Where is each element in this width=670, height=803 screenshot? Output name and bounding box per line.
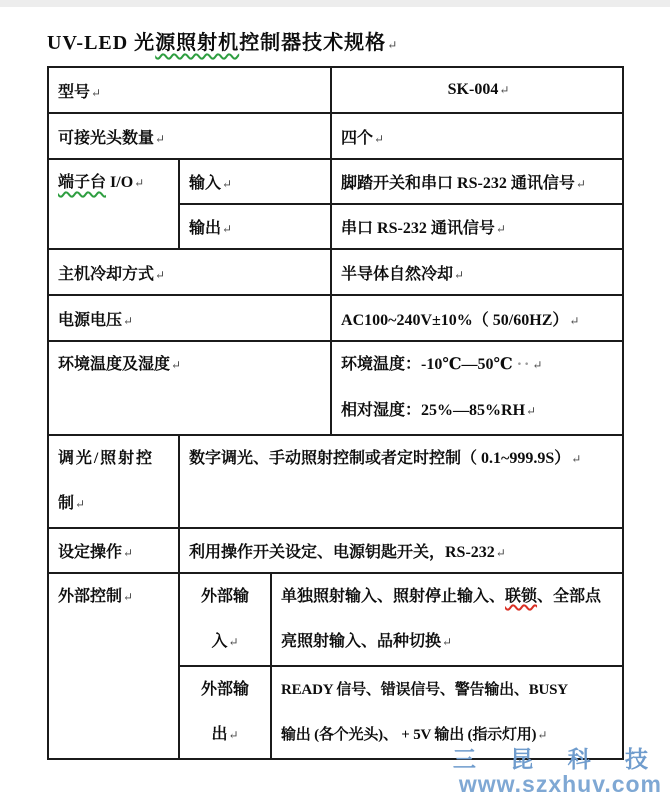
table-row: [48, 295, 623, 341]
external-output-text1: READY 信号、错误信号、警告输出、BUSY: [281, 681, 568, 698]
cell-setting-value: [179, 528, 623, 573]
paragraph-mark: ↵: [155, 131, 166, 146]
terminal-label-rest: I/O: [106, 174, 134, 191]
external-input-spellcheck-word: 联锁: [505, 588, 538, 605]
heads-label: 可接光头数量: [58, 129, 155, 147]
external-input-label: 外部输入: [200, 588, 249, 650]
table-row: [48, 435, 623, 528]
paragraph-mark: ↵: [123, 313, 134, 328]
spec-table: [47, 66, 624, 760]
table-row: [48, 159, 623, 204]
paragraph-mark: ↵: [537, 727, 548, 742]
paragraph-mark: ↵: [228, 728, 239, 742]
cell-external-label: [48, 573, 179, 759]
cell-heads-value: [331, 113, 623, 159]
table-row: [48, 249, 623, 295]
terminal-input-value: 脚踏开关和串口 RS-232 通讯信号: [341, 175, 575, 192]
cell-power-value: [331, 295, 623, 341]
cell-cooling-value: [331, 249, 623, 295]
cell-external-output-label: [179, 666, 271, 759]
title-post: 控制器技术规格: [239, 32, 387, 54]
terminal-output-label: 输出: [189, 220, 222, 237]
external-output-label: 外部输出: [200, 681, 249, 743]
paragraph-mark: ↵: [123, 546, 134, 560]
title-pre: UV-LED 光: [47, 32, 156, 54]
cell-terminal-input-label: [179, 159, 331, 204]
watermark-company: 三 昆 科 技: [452, 746, 662, 772]
table-row: [48, 67, 623, 113]
watermark: [402, 746, 662, 796]
paragraph-mark: ↵: [571, 452, 582, 466]
paragraph-mark: ↵: [155, 267, 166, 282]
watermark-website: www.szxhuv.com: [458, 771, 662, 797]
paragraph-mark: ↵: [228, 635, 239, 649]
scan-artifact-strip: [0, 0, 670, 7]
paragraph-mark: ↵: [75, 497, 86, 511]
paragraph-mark: ↵: [222, 177, 233, 191]
paragraph-mark: ↵: [526, 404, 537, 418]
paragraph-mark: ↵: [495, 546, 506, 560]
cooling-label: 主机冷却方式: [58, 265, 155, 283]
cell-external-input-value: [271, 573, 623, 666]
environment-humidity-line: [341, 388, 616, 434]
power-label: 电源电压: [58, 311, 123, 329]
cell-external-input-label: [179, 573, 271, 666]
cell-power-label: [48, 295, 331, 341]
model-value: SK-004: [447, 81, 499, 98]
cell-heads-label: [48, 113, 331, 159]
page-title: [47, 26, 607, 55]
paragraph-mark: ↵: [499, 83, 510, 97]
external-label: 外部控制: [58, 588, 123, 605]
dimming-value: 数字调光、手动照射控制或者定时控制（ 0.1~999.9S）: [189, 450, 571, 467]
paragraph-mark: ↵: [442, 635, 453, 649]
paragraph-mark: ↵: [171, 358, 182, 372]
cell-setting-label: [48, 528, 179, 573]
terminal-output-value: 串口 RS-232 通讯信号: [341, 220, 495, 237]
paragraph-mark: ↵: [91, 85, 102, 100]
model-label: 型号: [58, 83, 91, 101]
environment-humidity-text: 相对湿度：25%—85%RH: [341, 402, 526, 419]
cell-terminal-input-value: [331, 159, 623, 204]
cell-environment-value: [331, 341, 623, 435]
external-input-pre: 单独照射输入、照射停止输入、: [281, 588, 506, 605]
environment-label: 环境温度及湿度: [58, 356, 171, 373]
external-output-line1: [281, 668, 616, 713]
terminal-input-label: 输入: [189, 175, 222, 192]
power-value: AC100~240V±10%（ 50/60HZ）: [341, 311, 569, 329]
environment-temp-line: [341, 342, 616, 388]
terminal-label-wavy: 端子台: [58, 174, 107, 191]
paragraph-mark: ↵: [575, 177, 586, 191]
paragraph-mark: ↵: [222, 222, 233, 236]
title-spellcheck-segment: 源照射机: [155, 32, 240, 54]
paragraph-mark: ↵: [569, 313, 580, 328]
table-row: [48, 113, 623, 159]
paragraph-mark: ↵: [387, 38, 399, 52]
cooling-value: 半导体自然冷却: [341, 265, 454, 283]
setting-value: 利用操作开关设定、电源钥匙开关，RS-232: [189, 544, 495, 561]
cell-environment-label: [48, 341, 331, 435]
paragraph-mark: ↵: [374, 131, 385, 146]
cell-dimming-label: [48, 435, 179, 528]
cell-dimming-value: [179, 435, 623, 528]
cell-terminal-output-value: [331, 204, 623, 249]
cell-model-value: [331, 67, 623, 113]
table-row: [48, 573, 623, 666]
external-input-post: 、全部点亮照射输入、品种切换: [281, 588, 602, 650]
environment-temp-text: 环境温度：-10℃—50℃: [341, 356, 513, 373]
paragraph-mark: ↵: [134, 176, 145, 190]
cell-terminal-output-label: [179, 204, 331, 249]
cell-terminal-label: [48, 159, 179, 249]
cell-model-label: [48, 67, 331, 113]
paragraph-mark: ↵: [454, 267, 465, 282]
paragraph-mark: ↵: [123, 590, 134, 604]
external-output-text2: 输出 (各个光头)、 + 5V 输出 (指示灯用): [281, 726, 537, 743]
table-row: [48, 528, 623, 573]
paragraph-mark: ↵: [532, 358, 543, 372]
setting-label: 设定操作: [58, 544, 123, 561]
heads-value: 四个: [341, 129, 374, 147]
table-row: [48, 341, 623, 435]
paragraph-mark: ↵: [495, 222, 506, 236]
space-marks: ··: [516, 356, 532, 373]
dimming-label: 调光/照射控制: [58, 450, 152, 512]
cell-cooling-label: [48, 249, 331, 295]
